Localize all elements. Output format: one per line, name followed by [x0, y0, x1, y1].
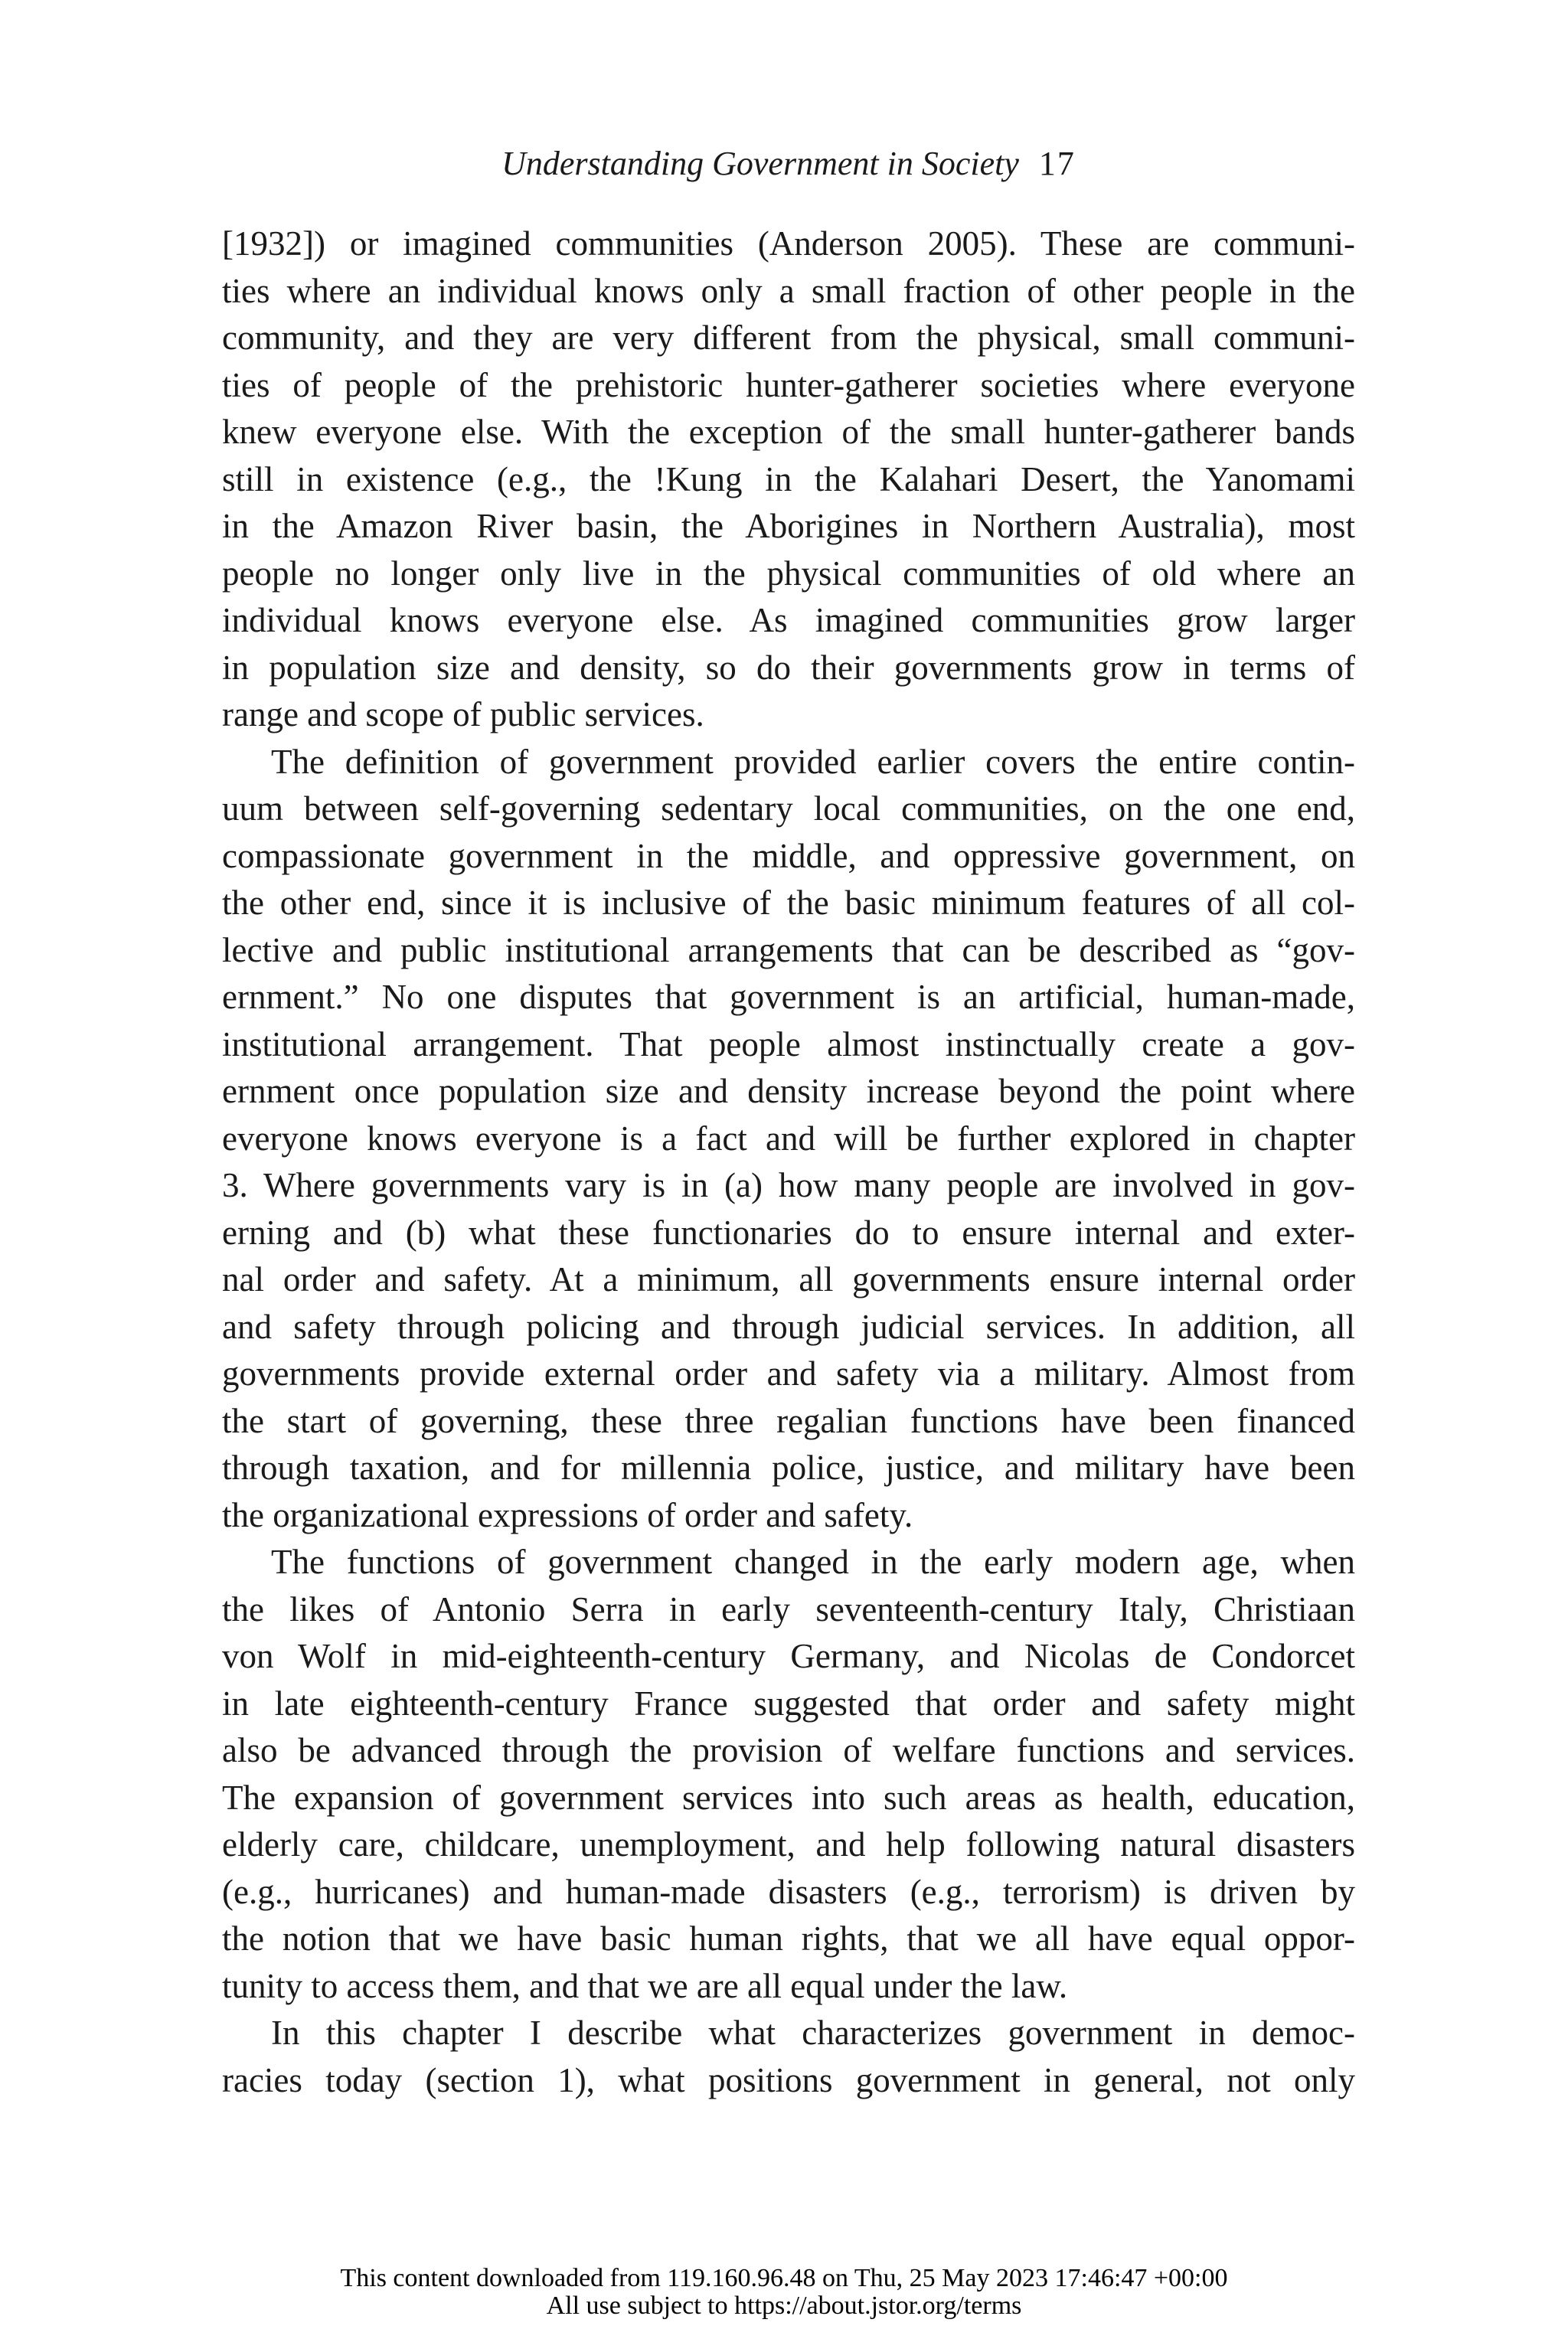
- text-line: ernment once population size and density increase beyond the point where: [222, 1072, 1355, 1110]
- text-line: lective and public institutional arrangements that can be described as “gov-: [222, 930, 1355, 969]
- paragraph: [222, 2010, 1355, 2104]
- download-notice-line: This content downloaded from 119.160.96.48 on Thu, 25 May 2023 17:46:47 +00:00: [340, 2264, 1228, 2292]
- text-line: ties where an individual knows only a small fraction of other people in the: [222, 271, 1355, 310]
- text-line: still in existence (e.g., the !Kung in the Kalahari Desert, the Yanomami: [222, 459, 1355, 498]
- text-line: The expansion of government services into such areas as health, education,: [222, 1778, 1355, 1817]
- body-text: [222, 220, 1355, 2104]
- text-line: everyone knows everyone is a fact and will be further explored in chapter: [222, 1119, 1355, 1158]
- text-line: also be advanced through the provision of welfare functions and services.: [222, 1731, 1355, 1769]
- text-line: the notion that we have basic human rights, that we all have equal oppor-: [222, 1919, 1355, 1958]
- text-line: uum between self-governing sedentary local communities, on the one end,: [222, 789, 1355, 828]
- text-line: and safety through policing and through judicial services. In addition, all: [222, 1307, 1355, 1346]
- text-line: community, and they are very different from the physical, small communi-: [222, 318, 1355, 357]
- text-line: range and scope of public services.: [222, 695, 704, 733]
- terms-notice-line: All use subject to https://about.jstor.org/terms: [546, 2292, 1022, 2320]
- text-line: The definition of government provided earlier covers the entire contin-: [271, 742, 1355, 781]
- text-line: elderly care, childcare, unemployment, and help following natural disasters: [222, 1825, 1355, 1864]
- text-line: in late eighteenth-century France suggested that order and safety might: [222, 1684, 1355, 1723]
- text-line: knew everyone else. With the exception of the small hunter-gatherer bands: [222, 413, 1355, 451]
- running-head-title: Understanding Government in Society: [501, 145, 1019, 182]
- text-line: erning and (b) what these functionaries do to ensure internal and exter-: [222, 1213, 1355, 1252]
- text-line: in population size and density, so do their governments grow in terms of: [222, 648, 1355, 687]
- text-line: individual knows everyone else. As imagined communities grow larger: [222, 601, 1355, 639]
- text-line: the other end, since it is inclusive of the basic minimum features of all col-: [222, 884, 1355, 922]
- text-line: 3. Where governments vary is in (a) how many people are involved in gov-: [222, 1166, 1355, 1204]
- running-head: [222, 142, 1355, 185]
- text-line: compassionate government in the middle, and oppressive government, on: [222, 836, 1355, 875]
- text-line: nal order and safety. At a minimum, all governments ensure internal order: [222, 1260, 1355, 1298]
- text-line: racies today (section 1), what positions government in general, not only: [222, 2060, 1355, 2099]
- text-line: the organizational expressions of order and safety.: [222, 1495, 913, 1534]
- text-line: (e.g., hurricanes) and human-made disasters (e.g., terrorism) is driven by: [222, 1872, 1355, 1911]
- text-line: tunity to access them, and that we are all equal under the law.: [222, 1966, 1068, 2005]
- paragraph: [222, 739, 1355, 1540]
- text-line: institutional arrangement. That people almost instinctually create a gov-: [222, 1024, 1355, 1063]
- text-line: The functions of government changed in the early modern age, when: [271, 1543, 1355, 1581]
- text-line: through taxation, and for millennia police, justice, and military have been: [222, 1449, 1355, 1487]
- text-line: the start of governing, these three regalian functions have been financed: [222, 1401, 1355, 1440]
- download-notice: [0, 2265, 1568, 2320]
- text-line: ernment.” No one disputes that government is an artificial, human-made,: [222, 978, 1355, 1016]
- paragraph: [222, 1539, 1355, 2010]
- text-line: In this chapter I describe what characterizes government in democ-: [271, 2014, 1355, 2052]
- text-line: in the Amazon River basin, the Aborigines in Northern Australia), most: [222, 507, 1355, 545]
- text-line: [1932]) or imagined communities (Anderson 2005). These are communi-: [222, 224, 1355, 263]
- page-number: 17: [1038, 145, 1076, 182]
- text-line: ties of people of the prehistoric hunter-gatherer societies where everyone: [222, 365, 1355, 404]
- paragraph: [222, 220, 1355, 739]
- text-line: governments provide external order and safety via a military. Almost from: [222, 1354, 1355, 1393]
- text-line: the likes of Antonio Serra in early seventeenth-century Italy, Christiaan: [222, 1589, 1355, 1628]
- text-line: von Wolf in mid-eighteenth-century Germany, and Nicolas de Condorcet: [222, 1637, 1355, 1675]
- text-line: people no longer only live in the physical communities of old where an: [222, 554, 1355, 593]
